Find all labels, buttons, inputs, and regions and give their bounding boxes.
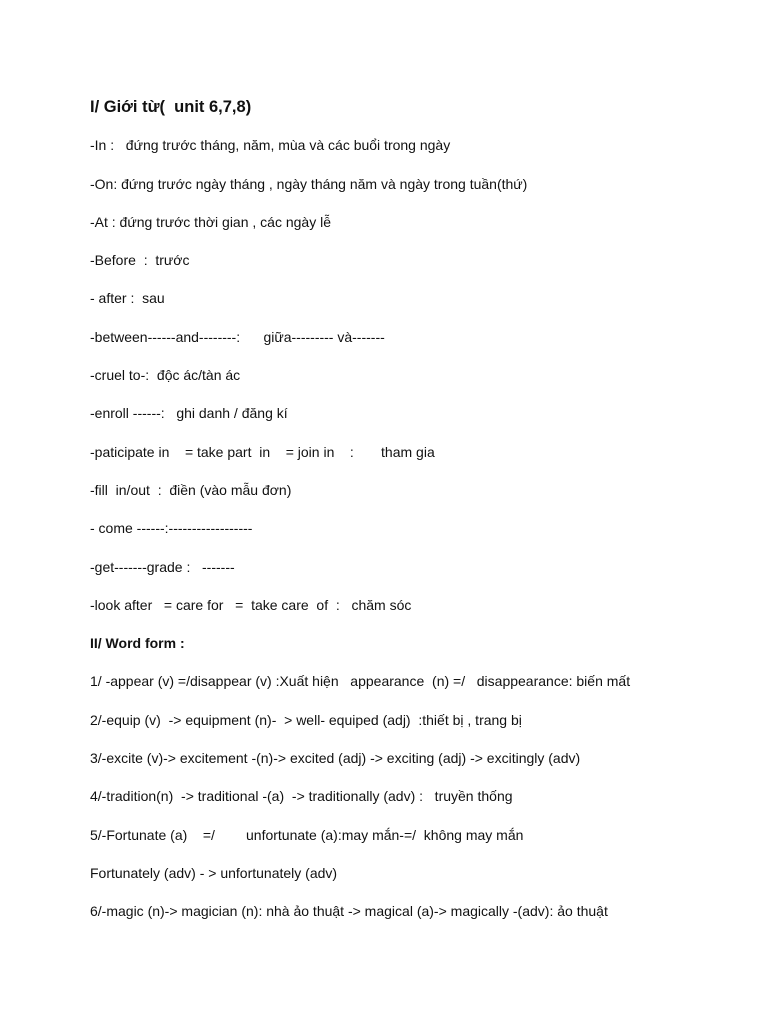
document-content [90,88,750,931]
text-line: -cruel to-: độc ác/tàn ác [90,367,241,384]
text-line: -On: đứng trước ngày tháng , ngày tháng năm và ngày trong tuần(thứ) [90,175,528,192]
text-line: 6/-magic (n)-> magician (n): nhà ảo thuật -> magical (a)-> magically -(adv): ảo thuật [90,903,608,920]
text-line: -In : đứng trước tháng, năm, mùa và các buổi trong ngày [90,137,451,154]
text-line: -Before : trước [90,252,190,269]
text-line: -get-------grade : ------- [90,558,235,575]
text-line: 3/-excite (v)-> excitement -(n)-> excited (adj) -> exciting (adj) -> excitingly (adv) [90,750,581,767]
text-line: -look after = care for = take care of : chăm sóc [90,596,412,613]
text-line: -paticipate in = take part in = join in : tham gia [90,443,435,460]
section-heading-prepositions: I/ Giới từ( unit 6,7,8) [90,98,252,116]
text-line: - after : sau [90,290,165,307]
text-line: -fill in/out : điền (vào mẫu đơn) [90,481,292,498]
text-line: -At : đứng trước thời gian , các ngày lễ [90,213,331,230]
text-line: - come ------:------------------ [90,520,253,537]
text-line: 2/-equip (v) -> equipment (n)- > well- equiped (adj) :thiết bị , trang bị [90,711,522,728]
text-line: Fortunately (adv) - > unfortunately (adv) [90,864,338,881]
text-line: -between------and--------: giữa--------- và------- [90,328,385,345]
text-line: -enroll ------: ghi danh / đăng kí [90,405,288,422]
section-heading-word-form: II/ Word form : [90,635,185,652]
text-line: 5/-Fortunate (a) =/ unfortunate (a):may mắn-=/ không may mắn [90,826,524,843]
text-line: 1/ -appear (v) =/disappear (v) :Xuất hiện appearance (n) =/ disappearance: biến mất [90,673,631,690]
text-line: 4/-tradition(n) -> traditional -(a) -> traditionally (adv) : truyền thống [90,788,513,805]
